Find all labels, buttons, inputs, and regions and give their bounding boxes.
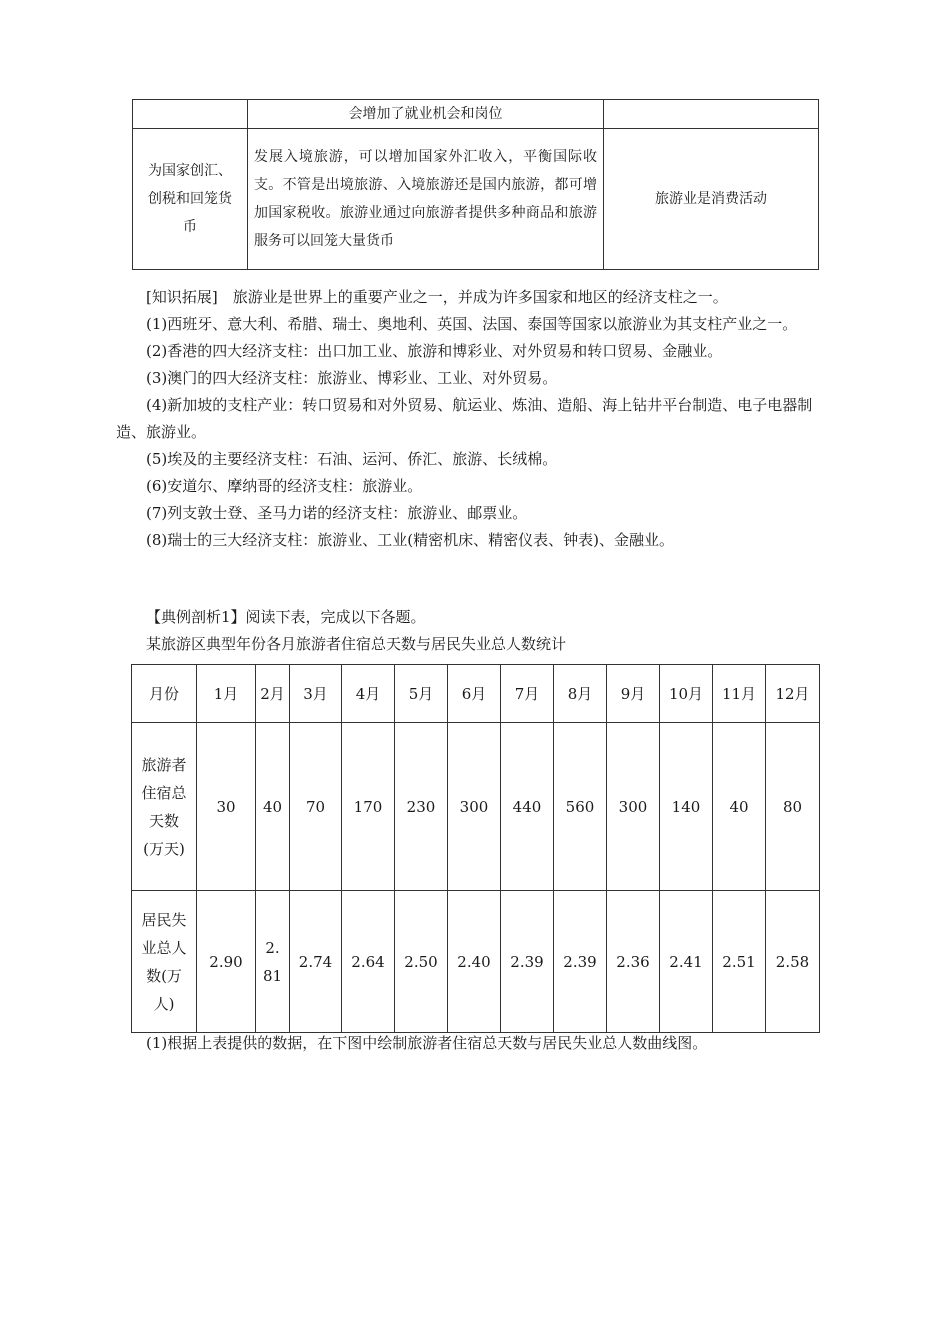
table-cell: 2.41 xyxy=(660,891,713,1033)
table-cell: 2.74 xyxy=(290,891,342,1033)
list-item: (7)列支敦士登、圣马力诺的经济支柱：旅游业、邮票业。 xyxy=(146,504,528,522)
table-row xyxy=(133,129,819,270)
column-header: 8月 xyxy=(554,665,607,723)
knowledge-section xyxy=(116,284,836,554)
table-cell: 440 xyxy=(501,723,554,891)
table-cell: 80 xyxy=(766,723,820,891)
list-item: (4)新加坡的支柱产业：转口贸易和对外贸易、航运业、炼油、造船、海上钻井平台制造、电子电器制造、旅游业。 xyxy=(116,396,813,441)
cell-text: 为国家创汇、创税和回笼货币 xyxy=(148,163,232,235)
table-cell: 2.51 xyxy=(713,891,766,1033)
list-item: (6)安道尔、摩纳哥的经济支柱：旅游业。 xyxy=(146,477,423,495)
table-cell: 2.90 xyxy=(197,891,256,1033)
table-cell: 2.58 xyxy=(766,891,820,1033)
row-header: 居民失业总人数(万人) xyxy=(132,891,197,1033)
table-cell: 300 xyxy=(607,723,660,891)
list-item: (5)埃及的主要经济支柱：石油、运河、侨汇、旅游、长绒棉。 xyxy=(146,450,558,468)
column-header: 5月 xyxy=(395,665,448,723)
table-cell xyxy=(248,129,604,270)
table-cell: 40 xyxy=(713,723,766,891)
table-cell: 2.81 xyxy=(256,891,290,1033)
table-title: 某旅游区典型年份各月旅游者住宿总天数与居民失业总人数统计 xyxy=(146,635,567,653)
row-header: 旅游者住宿总天数(万天) xyxy=(132,723,197,891)
table-cell: 300 xyxy=(448,723,501,891)
column-header: 2月 xyxy=(256,665,290,723)
table-cell: 2.64 xyxy=(342,891,395,1033)
list-item: (1)西班牙、意大利、希腊、瑞士、奥地利、英国、法国、泰国等国家以旅游业为其支柱产业之一。 xyxy=(146,315,798,333)
column-header: 1月 xyxy=(197,665,256,723)
table-cell: 230 xyxy=(395,723,448,891)
question-section xyxy=(116,1030,836,1057)
statistics-table xyxy=(131,664,820,1033)
example-heading: 【典例剖析1】阅读下表，完成以下各题。 xyxy=(146,608,426,626)
example-section xyxy=(116,604,836,658)
column-header: 11月 xyxy=(713,665,766,723)
table-cell: 560 xyxy=(554,723,607,891)
table-cell: 2.39 xyxy=(501,891,554,1033)
table-cell: 70 xyxy=(290,723,342,891)
column-header: 12月 xyxy=(766,665,820,723)
table-header-row xyxy=(132,665,820,723)
table-row xyxy=(132,891,820,1033)
cell-text: 发展入境旅游，可以增加国家外汇收入，平衡国际收支。不管是出境旅游、入境旅游还是国内旅游，都可增加国家税收。旅游业通过向旅游者提供多种商品和旅游服务可以回笼大量货币 xyxy=(254,149,597,249)
table-cell xyxy=(604,129,819,270)
table-cell: 会增加了就业机会和岗位 xyxy=(248,100,604,129)
column-header: 4月 xyxy=(342,665,395,723)
list-item: (3)澳门的四大经济支柱：旅游业、博彩业、工业、对外贸易。 xyxy=(146,369,558,387)
column-header: 10月 xyxy=(660,665,713,723)
tourism-effects-table xyxy=(132,99,819,270)
table-cell: 2.40 xyxy=(448,891,501,1033)
table-cell xyxy=(604,100,819,129)
table-cell: 30 xyxy=(197,723,256,891)
knowledge-intro: [知识拓展] 旅游业是世界上的重要产业之一，并成为许多国家和地区的经济支柱之一。 xyxy=(146,288,728,306)
list-item: (8)瑞士的三大经济支柱：旅游业、工业(精密机床、精密仪表、钟表)、金融业。 xyxy=(146,531,674,549)
table-cell: 140 xyxy=(660,723,713,891)
table-cell: 2.50 xyxy=(395,891,448,1033)
table-cell xyxy=(133,100,248,129)
table-cell: 2.36 xyxy=(607,891,660,1033)
column-header: 3月 xyxy=(290,665,342,723)
column-header: 9月 xyxy=(607,665,660,723)
table-row xyxy=(132,723,820,891)
column-header: 月份 xyxy=(132,665,197,723)
list-item: (2)香港的四大经济支柱：出口加工业、旅游和博彩业、对外贸易和转口贸易、金融业。 xyxy=(146,342,723,360)
column-header: 6月 xyxy=(448,665,501,723)
table-cell: 40 xyxy=(256,723,290,891)
question-1: (1)根据上表提供的数据，在下图中绘制旅游者住宿总天数与居民失业总人数曲线图。 xyxy=(146,1034,708,1052)
table-cell: 170 xyxy=(342,723,395,891)
table-row xyxy=(133,100,819,129)
table-cell: 2.39 xyxy=(554,891,607,1033)
table-cell xyxy=(133,129,248,270)
cell-text: 旅游业是消费活动 xyxy=(655,191,767,207)
column-header: 7月 xyxy=(501,665,554,723)
